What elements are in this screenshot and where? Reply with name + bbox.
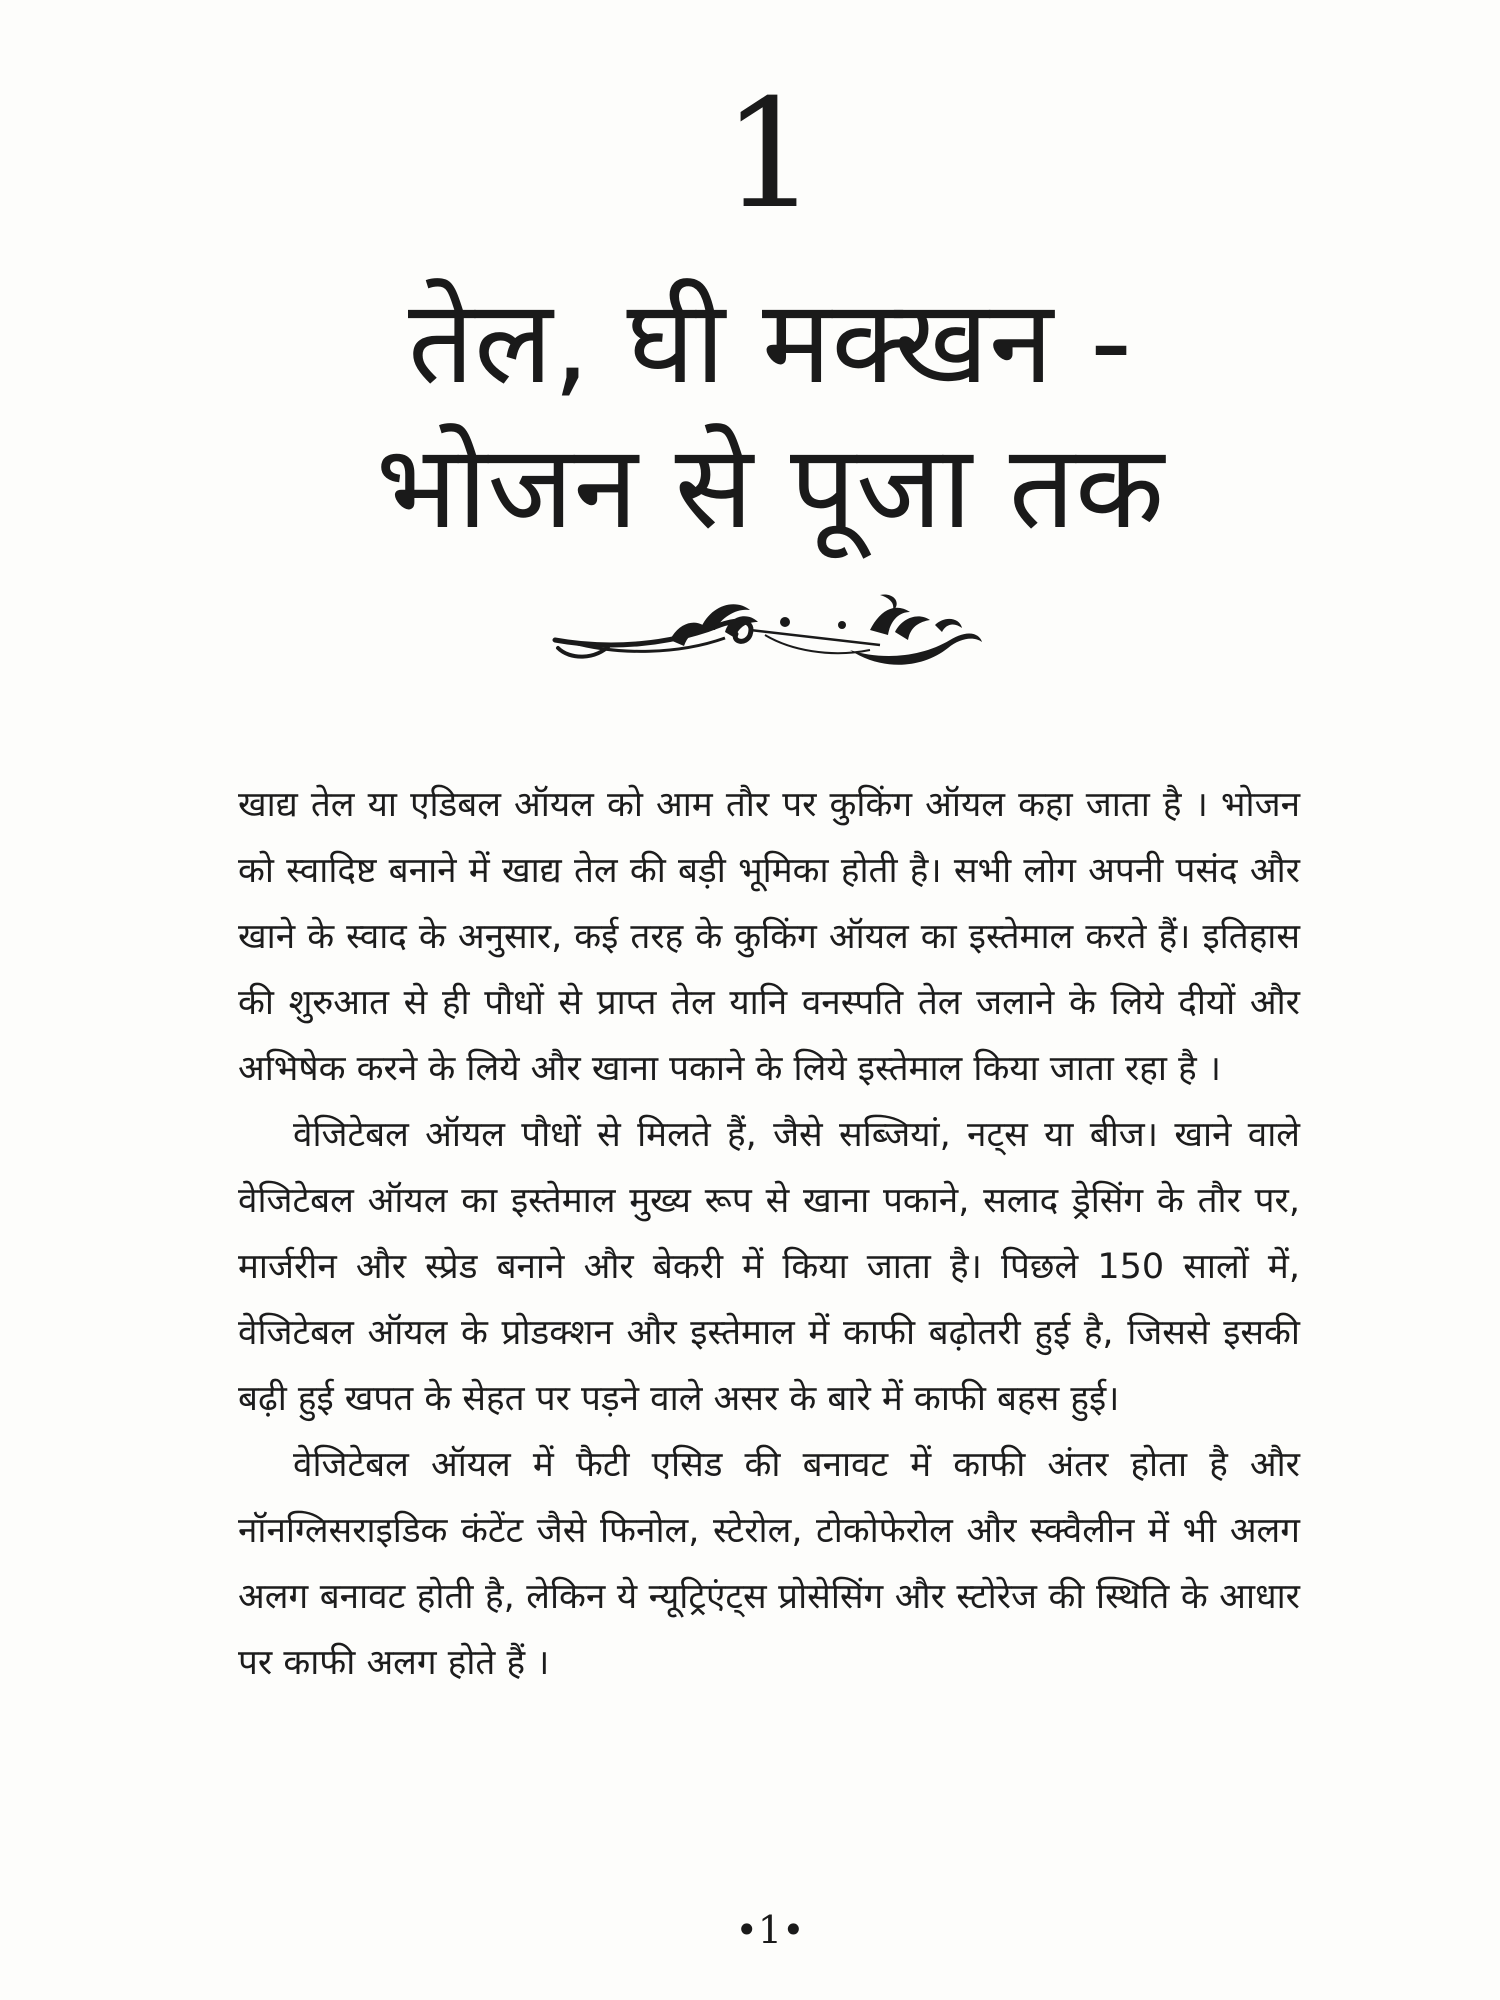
paragraph: वेजिटेबल ऑयल पौधों से मिलते हैं, जैसे सब्जियां, नट्स या बीज। खाने वाले वेजिटेबल ऑयल का इस्तेमाल मुख्य रूप से खाना पकाने, सलाद ड्रेसिंग के तौर पर, मार्जरीन और स्प्रेड बनाने और बेकरी में किया जाता है। पिछले 150 सालों में, वेजिटेबल ऑयल के प्रोडक्शन और इस्तेमाल में काफी बढ़ोतरी हुई है, जिससे इसकी बढ़ी हुई खपत के सेहत पर पड़ने वाले असर के बारे में काफी बहस हुई।: [238, 1115, 1300, 1419]
chapter-title-line-1: तेल, घी मक्खन -: [408, 275, 1132, 410]
chapter-title-line-2: भोजन से पूजा तक: [375, 420, 1165, 555]
paragraph: खाद्य तेल या एडिबल ऑयल को आम तौर पर कुकिंग ऑयल कहा जाता है । भोजन को स्वादिष्ट बनाने में खाद्य तेल की बड़ी भूमिका होती है। सभी लोग अपनी पसंद और खाने के स्वाद के अनुसार, कई तरह के कुकिंग ऑयल का इस्तेमाल करते हैं। इतिहास की शुरुआत से ही पौधों से प्राप्त तेल यानि वनस्पति तेल जलाने के लिये दीयों और अभिषेक करने के लिये और खाना पकाने के लिये इस्तेमाल किया जाता रहा है ।: [238, 785, 1300, 1089]
paragraph: वेजिटेबल ऑयल में फैटी एसिड की बनावट में काफी अंतर होता है और नॉनग्लिसराइडिक कंटेंट जैसे फिनोल, स्टेरोल, टोकोफेरोल और स्क्वैलीन में भी अलग अलग बनावट होती है, लेकिन ये न्यूट्रिएंट्स प्रोसेसिंग और स्टोरेज की स्थिति के आधार पर काफी अलग होते हैं ।: [238, 1445, 1300, 1683]
page-number: •1•: [735, 1908, 805, 1952]
flourish-ornament-icon: [550, 590, 990, 680]
chapter-number: 1: [722, 68, 818, 242]
chapter-body: [238, 772, 1300, 1696]
chapter-title: [220, 270, 1320, 560]
